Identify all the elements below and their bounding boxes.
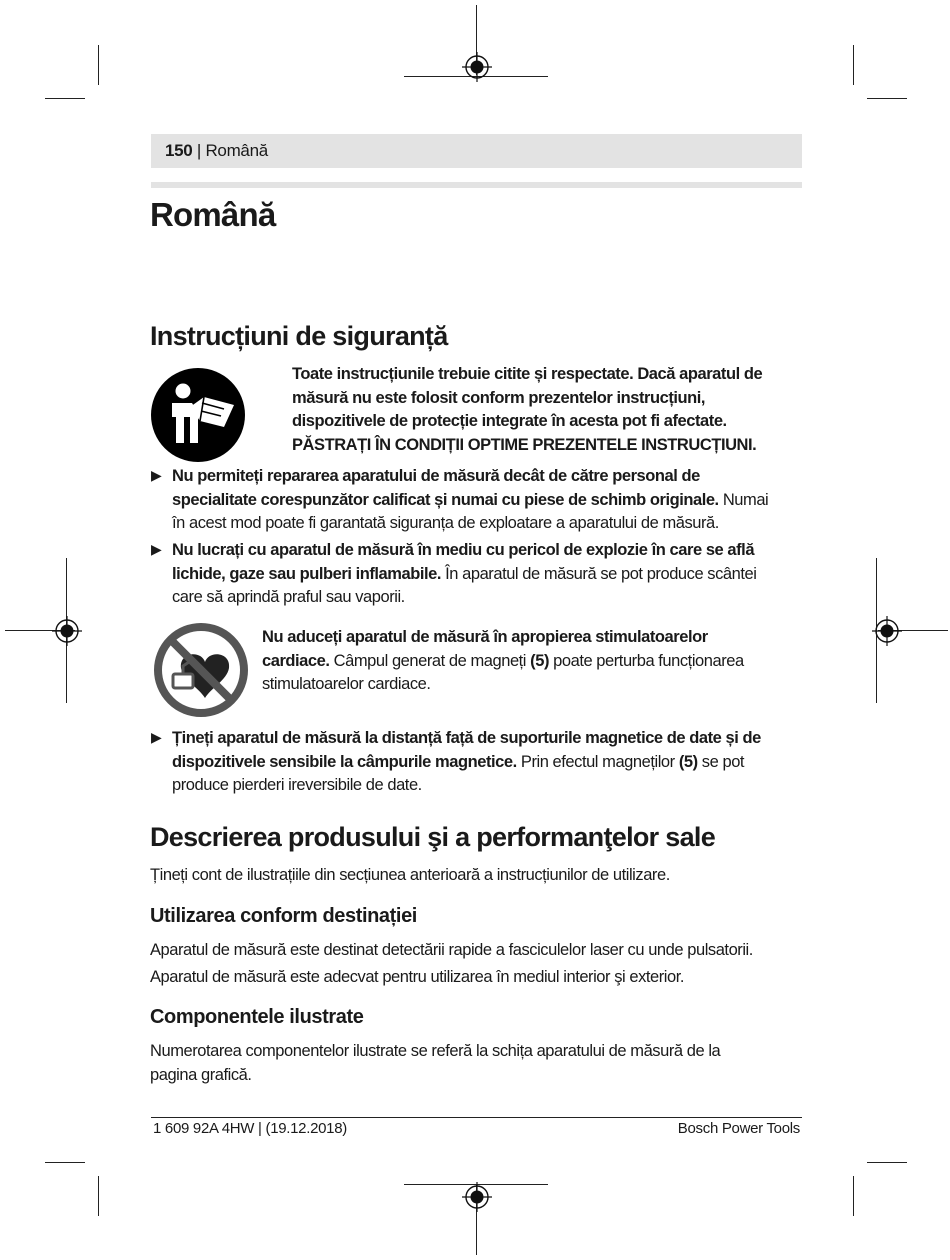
usage-text [150, 939, 810, 989]
bullet-bold-text: lichide, gaze sau pulberi inflamabile. [172, 564, 441, 583]
bullet-text: produce pierderi ireversibile de date. [172, 776, 422, 794]
bullet-bold-text: Țineți aparatul de măsură la distanță față de suporturile magnetice de date și de [172, 729, 761, 747]
safety-intro-line: PĂSTRAȚI ÎN CONDIȚII OPTIME PREZENTELE INSTRUCȚIUNI. [292, 435, 757, 454]
pacemaker-text: poate perturba funcționarea [549, 651, 744, 670]
bullet-bold-text: Nu lucrați cu aparatul de măsură în mediu cu pericol de explozie în care se află [172, 541, 755, 559]
footer-brand: Bosch Power Tools [677, 1120, 800, 1137]
safety-intro-line: Toate instrucțiunile trebuie citite și respectate. Dacă aparatul de [292, 365, 763, 383]
pacemaker-text: Câmpul generat de magneți [329, 651, 531, 670]
safety-intro-line: măsură nu este folosit conform prezentelor instrucțiuni, [292, 388, 706, 407]
footer-rule [151, 1117, 802, 1118]
pacemaker-text: stimulatoarelor cardiace. [262, 675, 431, 693]
safety-heading: Instrucțiuni de siguranță [150, 321, 448, 351]
pacemaker-bold-text: cardiace. [262, 651, 330, 670]
bullet-text: În aparatul de măsură se pot produce scântei [440, 564, 757, 583]
description-intro: Țineți cont de ilustrațiile din secțiunea anterioară a instrucțiunilor de utilizare. [150, 866, 670, 884]
safety-bullet-repair [172, 465, 804, 536]
bullet-bold-text: dispozitivele sensibile la câmpurile magnetice. [172, 752, 517, 771]
page-number: 150 [165, 141, 193, 160]
pacemaker-warning [262, 626, 802, 697]
bullet-text: Prin efectul magneților [516, 752, 679, 771]
components-line: Numerotarea componentelor ilustrate se referă la schița aparatului de măsură de la [150, 1042, 721, 1060]
language-title: Română [150, 196, 276, 233]
footer-doc-id: 1 609 92A 4HW | (19.12.2018) [153, 1120, 347, 1137]
bullet-text: care să aprindă praful sau vaporii. [172, 588, 405, 606]
bullet-bold-text: Nu permiteți repararea aparatului de măsură decât de către personal de [172, 467, 700, 485]
pacemaker-bold-text: Nu aduceți aparatul de măsură în apropierea stimulatoarelor [262, 628, 708, 646]
bullet-arrow-icon: ▶ [151, 467, 162, 483]
registration-mark-icon [462, 52, 492, 82]
registration-mark-icon [872, 616, 902, 646]
usage-line: Aparatul de măsură este destinat detectării rapide a fasciculelor laser cu unde pulsatorii. [150, 941, 753, 959]
safety-intro [292, 363, 804, 457]
components-heading: Componentele ilustrate [150, 1006, 364, 1028]
safety-bullet-magnetic [172, 727, 804, 798]
component-ref: (5) [530, 651, 549, 670]
usage-heading: Utilizarea conform destinației [150, 905, 417, 927]
bullet-text: în acest mod poate fi garantată siguranța de exploatare a aparatului de măsură. [172, 514, 719, 532]
components-line: pagina grafică. [150, 1065, 252, 1084]
safety-intro-line: dispozitivele de protecție integrate în acesta pot fi afectate. [292, 412, 727, 430]
bullet-bold-text: specialitate corespunzător calificat și numai cu piese de schimb originale. [172, 490, 719, 509]
registration-mark-icon [462, 1182, 492, 1212]
bullet-arrow-icon: ▶ [151, 729, 162, 745]
bullet-text: se pot [697, 752, 745, 771]
page-header-text: 150 | Română [165, 141, 268, 160]
header-rule [151, 182, 802, 188]
safety-bullet-explosion [172, 539, 804, 610]
header-section: Română [205, 141, 268, 160]
components-text [150, 1040, 805, 1087]
description-heading: Descrierea produsului şi a performanţelor sale [150, 822, 716, 852]
usage-line: Aparatul de măsură este adecvat pentru utilizarea în mediul interior şi exterior. [150, 967, 685, 986]
component-ref: (5) [678, 752, 698, 771]
bullet-arrow-icon: ▶ [151, 541, 162, 557]
bullet-text: Numai [718, 490, 769, 509]
pacemaker-prohibited-icon [153, 622, 249, 718]
read-manual-icon [150, 367, 246, 463]
registration-mark-icon [52, 616, 82, 646]
